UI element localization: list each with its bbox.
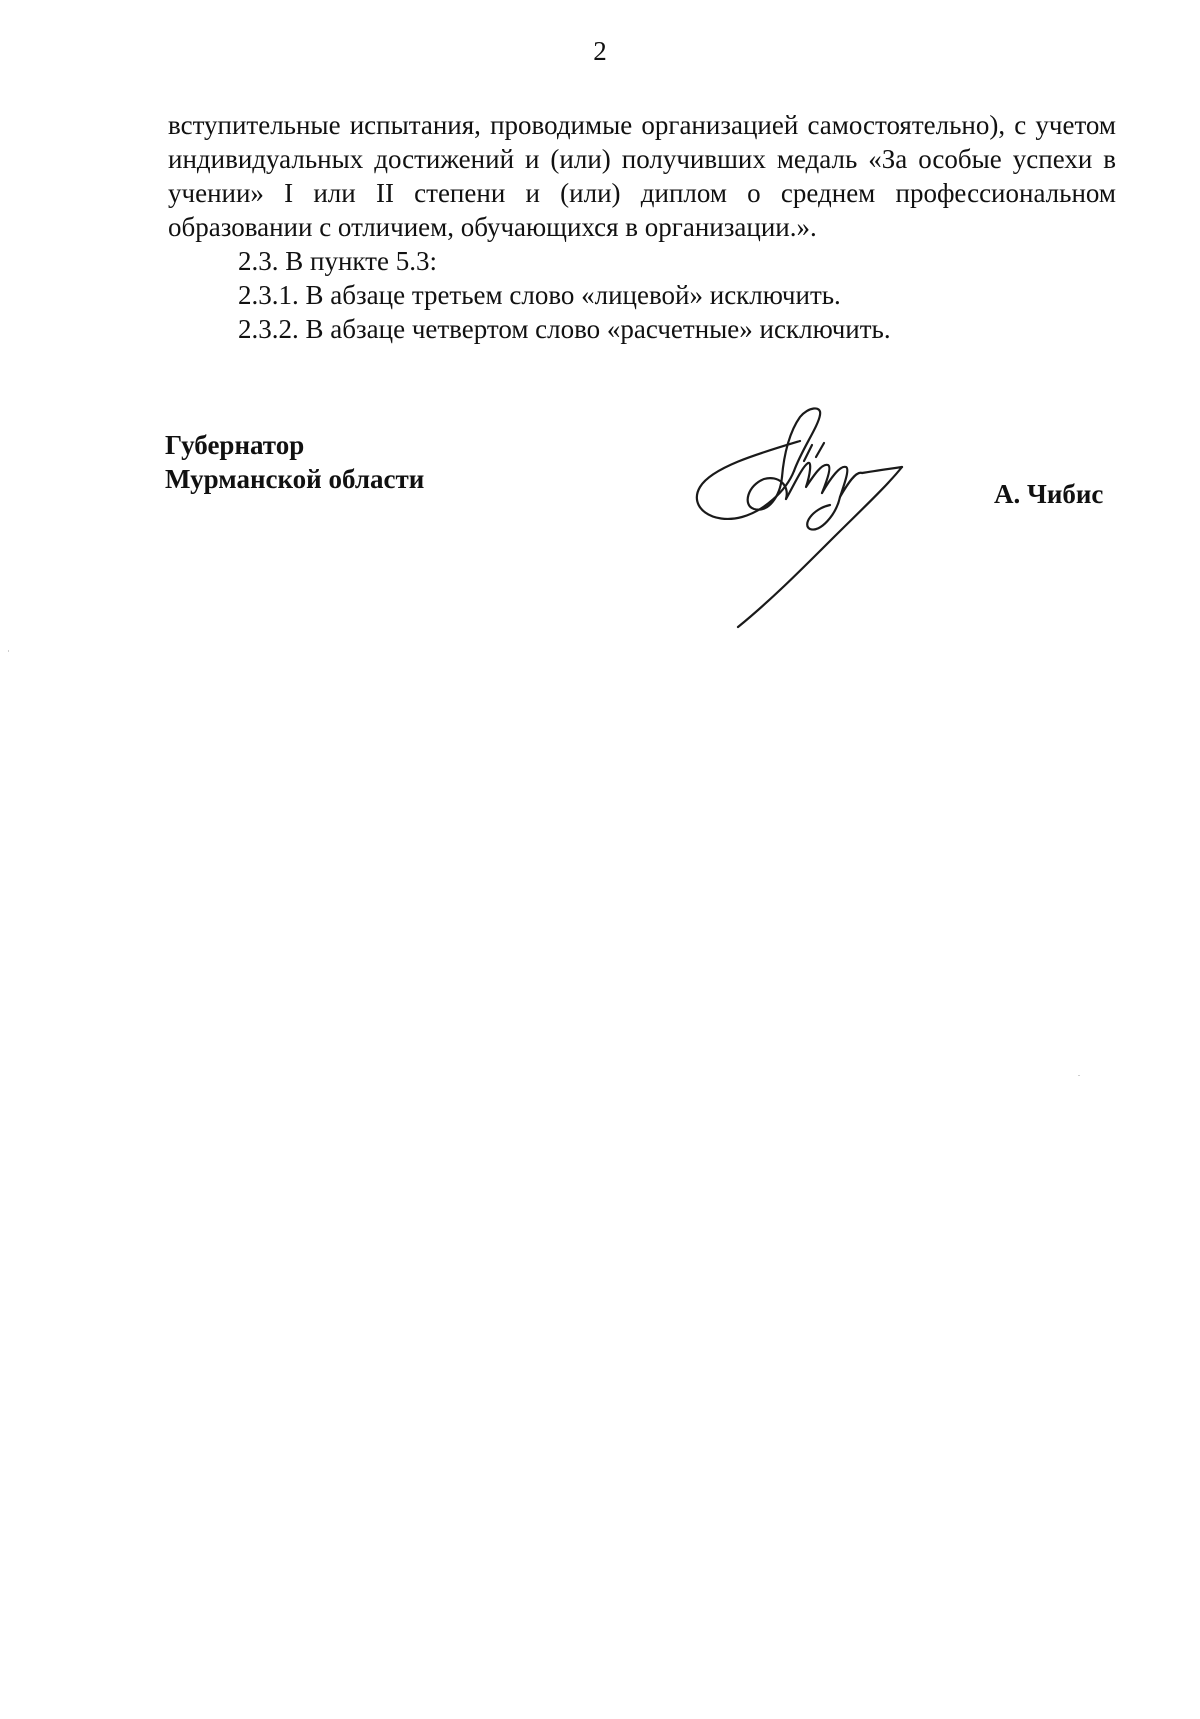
scan-artifact-mark (8, 650, 9, 652)
scan-artifact-mark (1078, 1075, 1080, 1076)
document-body (168, 108, 1116, 346)
paragraph-continuation: вступительные испытания, проводимые организацией самостоятельно), с учетом индивидуальных достижений и (или) получивших медаль «За особые успехи в учении» I или II степени и (или) диплом о среднем профессиональном образовании с отличием, обучающихся в организации.». (168, 110, 1116, 242)
paragraph-item-2-3: 2.3. В пункте 5.3: (238, 246, 437, 276)
signatory-name: А. Чибис (994, 479, 1104, 509)
handwritten-signature (690, 405, 950, 635)
paragraph-item-2-3-2: 2.3.2. В абзаце четвертом слово «расчетные» исключить. (238, 314, 891, 344)
signatory-position (165, 428, 424, 496)
page-number: 2 (593, 36, 607, 66)
position-line-1: Губернатор (165, 430, 305, 460)
paragraph-item-2-3-1: 2.3.1. В абзаце третьем слово «лицевой» исключить. (238, 280, 841, 310)
position-line-2: Мурманской области (165, 464, 425, 494)
